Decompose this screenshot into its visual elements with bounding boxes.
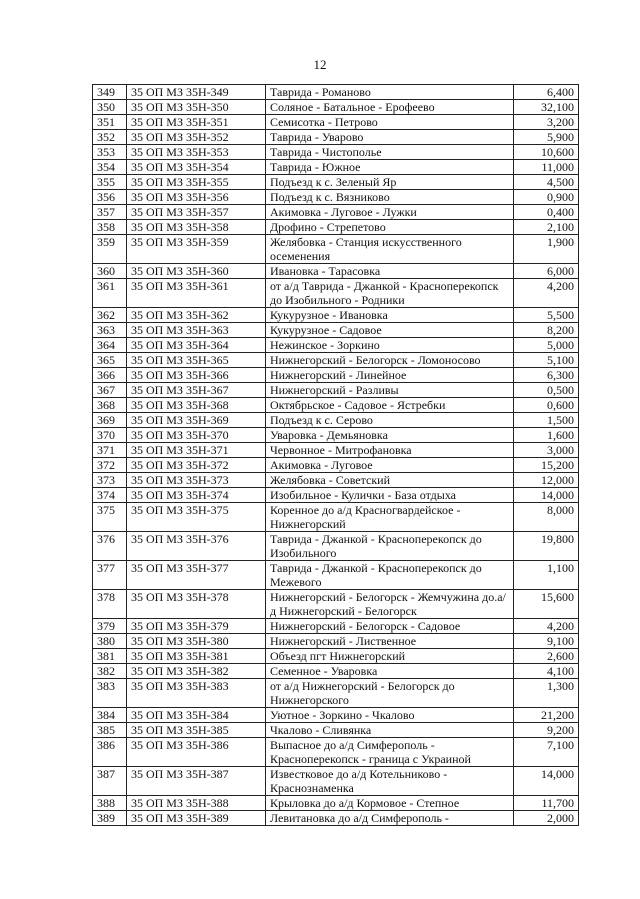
road-code: 35 ОП МЗ 35Н-378 — [126, 590, 265, 619]
road-name: Подъезд к с. Зеленый Яр — [265, 175, 513, 190]
road-name: Левитановка до а/д Симферополь - — [265, 811, 513, 826]
road-length: 1,500 — [514, 413, 579, 428]
road-name: Таврида - Джанкой - Красноперекопск до Изобильного — [265, 532, 513, 561]
road-name: Дрофино - Стрепетово — [265, 220, 513, 235]
row-number: 357 — [93, 205, 127, 220]
road-length: 11,000 — [514, 160, 579, 175]
row-number: 384 — [93, 708, 127, 723]
road-code: 35 ОП МЗ 35Н-361 — [126, 279, 265, 308]
road-name: Уваровка - Демьяновка — [265, 428, 513, 443]
road-length: 0,500 — [514, 383, 579, 398]
table-row — [93, 634, 579, 649]
road-code: 35 ОП МЗ 35Н-377 — [126, 561, 265, 590]
row-number: 375 — [93, 503, 127, 532]
row-number: 350 — [93, 100, 127, 115]
road-length: 9,200 — [514, 723, 579, 738]
table-row — [93, 811, 579, 826]
table-row — [93, 338, 579, 353]
table-row — [93, 190, 579, 205]
row-number: 372 — [93, 458, 127, 473]
road-code: 35 ОП МЗ 35Н-365 — [126, 353, 265, 368]
table-row — [93, 619, 579, 634]
table-row — [93, 561, 579, 590]
table-row — [93, 100, 579, 115]
road-length: 19,800 — [514, 532, 579, 561]
road-length: 15,600 — [514, 590, 579, 619]
road-length: 14,000 — [514, 767, 579, 796]
road-code: 35 ОП МЗ 35Н-363 — [126, 323, 265, 338]
road-name: Нижнегорский - Разливы — [265, 383, 513, 398]
table-row — [93, 723, 579, 738]
road-length: 1,300 — [514, 679, 579, 708]
road-code: 35 ОП МЗ 35Н-355 — [126, 175, 265, 190]
road-length: 3,200 — [514, 115, 579, 130]
table-row — [93, 279, 579, 308]
row-number: 380 — [93, 634, 127, 649]
road-length: 5,500 — [514, 308, 579, 323]
road-length: 4,200 — [514, 619, 579, 634]
road-name: Нижнегорский - Белогорск - Ломоносово — [265, 353, 513, 368]
road-name: Семенное - Уваровка — [265, 664, 513, 679]
road-length: 9,100 — [514, 634, 579, 649]
row-number: 376 — [93, 532, 127, 561]
row-number: 383 — [93, 679, 127, 708]
road-code: 35 ОП МЗ 35Н-386 — [126, 738, 265, 767]
road-code: 35 ОП МЗ 35Н-367 — [126, 383, 265, 398]
road-name: Таврида - Джанкой - Красноперекопск до Межевого — [265, 561, 513, 590]
road-length: 4,200 — [514, 279, 579, 308]
table-row — [93, 85, 579, 100]
road-name: Желябовка - Советский — [265, 473, 513, 488]
roads-table — [92, 84, 579, 826]
table-row — [93, 308, 579, 323]
road-name: от а/д Таврида - Джанкой - Красноперекопск до Изобильного - Родники — [265, 279, 513, 308]
row-number: 354 — [93, 160, 127, 175]
road-name: Объезд пгт Нижнегорский — [265, 649, 513, 664]
road-name: Нежинское - Зоркино — [265, 338, 513, 353]
road-length: 5,100 — [514, 353, 579, 368]
table-row — [93, 323, 579, 338]
road-code: 35 ОП МЗ 35Н-369 — [126, 413, 265, 428]
road-name: Желябовка - Станция искусственного осеменения — [265, 235, 513, 264]
road-code: 35 ОП МЗ 35Н-382 — [126, 664, 265, 679]
road-code: 35 ОП МЗ 35Н-364 — [126, 338, 265, 353]
table-row — [93, 796, 579, 811]
road-length: 6,000 — [514, 264, 579, 279]
road-code: 35 ОП МЗ 35Н-360 — [126, 264, 265, 279]
road-length: 14,000 — [514, 488, 579, 503]
row-number: 360 — [93, 264, 127, 279]
road-code: 35 ОП МЗ 35Н-375 — [126, 503, 265, 532]
road-length: 2,000 — [514, 811, 579, 826]
road-name: Акимовка - Луговое — [265, 458, 513, 473]
table-row — [93, 130, 579, 145]
road-name: Соляное - Батальное - Ерофеево — [265, 100, 513, 115]
row-number: 351 — [93, 115, 127, 130]
road-name: Подъезд к с. Серово — [265, 413, 513, 428]
road-length: 32,100 — [514, 100, 579, 115]
road-length: 1,600 — [514, 428, 579, 443]
road-length: 10,600 — [514, 145, 579, 160]
table-row — [93, 664, 579, 679]
road-name: Таврида - Южное — [265, 160, 513, 175]
row-number: 353 — [93, 145, 127, 160]
row-number: 389 — [93, 811, 127, 826]
row-number: 378 — [93, 590, 127, 619]
road-code: 35 ОП МЗ 35Н-383 — [126, 679, 265, 708]
road-name: Крыловка до а/д Кормовое - Степное — [265, 796, 513, 811]
table-row — [93, 649, 579, 664]
row-number: 374 — [93, 488, 127, 503]
road-code: 35 ОП МЗ 35Н-352 — [126, 130, 265, 145]
row-number: 358 — [93, 220, 127, 235]
table-row — [93, 458, 579, 473]
table-row — [93, 264, 579, 279]
road-length: 5,000 — [514, 338, 579, 353]
row-number: 388 — [93, 796, 127, 811]
road-name: Червонное - Митрофановка — [265, 443, 513, 458]
road-code: 35 ОП МЗ 35Н-385 — [126, 723, 265, 738]
row-number: 373 — [93, 473, 127, 488]
road-name: Кукурузное - Ивановка — [265, 308, 513, 323]
table-row — [93, 175, 579, 190]
table-row — [93, 443, 579, 458]
table-row — [93, 413, 579, 428]
road-code: 35 ОП МЗ 35Н-379 — [126, 619, 265, 634]
row-number: 367 — [93, 383, 127, 398]
page-number: 12 — [313, 57, 327, 72]
road-length: 3,000 — [514, 443, 579, 458]
road-code: 35 ОП МЗ 35Н-371 — [126, 443, 265, 458]
row-number: 363 — [93, 323, 127, 338]
road-code: 35 ОП МЗ 35Н-370 — [126, 428, 265, 443]
row-number: 369 — [93, 413, 127, 428]
row-number: 368 — [93, 398, 127, 413]
road-code: 35 ОП МЗ 35Н-356 — [126, 190, 265, 205]
table-row — [93, 428, 579, 443]
table-row — [93, 708, 579, 723]
road-code: 35 ОП МЗ 35Н-373 — [126, 473, 265, 488]
table-row — [93, 767, 579, 796]
row-number: 361 — [93, 279, 127, 308]
road-length: 21,200 — [514, 708, 579, 723]
table-row — [93, 145, 579, 160]
road-length: 8,200 — [514, 323, 579, 338]
table-row — [93, 503, 579, 532]
row-number: 379 — [93, 619, 127, 634]
table-row — [93, 235, 579, 264]
road-length: 0,900 — [514, 190, 579, 205]
road-code: 35 ОП МЗ 35Н-389 — [126, 811, 265, 826]
road-code: 35 ОП МЗ 35Н-366 — [126, 368, 265, 383]
table-row — [93, 679, 579, 708]
road-name: Изобильное - Кулички - База отдыха — [265, 488, 513, 503]
road-length: 4,500 — [514, 175, 579, 190]
row-number: 352 — [93, 130, 127, 145]
row-number: 370 — [93, 428, 127, 443]
road-code: 35 ОП МЗ 35Н-353 — [126, 145, 265, 160]
road-name: Ивановка - Тарасовка — [265, 264, 513, 279]
row-number: 349 — [93, 85, 127, 100]
table-row — [93, 532, 579, 561]
road-code: 35 ОП МЗ 35Н-357 — [126, 205, 265, 220]
row-number: 381 — [93, 649, 127, 664]
row-number: 387 — [93, 767, 127, 796]
road-name: Нижнегорский - Лиственное — [265, 634, 513, 649]
road-length: 11,700 — [514, 796, 579, 811]
road-code: 35 ОП МЗ 35Н-351 — [126, 115, 265, 130]
row-number: 366 — [93, 368, 127, 383]
road-code: 35 ОП МЗ 35Н-384 — [126, 708, 265, 723]
table-row — [93, 115, 579, 130]
road-name: Чкалово - Сливянка — [265, 723, 513, 738]
road-name: Выпасное до а/д Симферополь - Красноперекопск - граница с Украиной — [265, 738, 513, 767]
road-length: 4,100 — [514, 664, 579, 679]
table-row — [93, 488, 579, 503]
road-length: 2,100 — [514, 220, 579, 235]
row-number: 377 — [93, 561, 127, 590]
road-name: Таврида - Романово — [265, 85, 513, 100]
road-name: Коренное до а/д Красногвардейское - Нижнегорский — [265, 503, 513, 532]
road-length: 6,300 — [514, 368, 579, 383]
row-number: 355 — [93, 175, 127, 190]
road-code: 35 ОП МЗ 35Н-368 — [126, 398, 265, 413]
road-code: 35 ОП МЗ 35Н-359 — [126, 235, 265, 264]
road-code: 35 ОП МЗ 35Н-380 — [126, 634, 265, 649]
road-length: 0,600 — [514, 398, 579, 413]
road-code: 35 ОП МЗ 35Н-387 — [126, 767, 265, 796]
road-name: Кукурузное - Садовое — [265, 323, 513, 338]
road-code: 35 ОП МЗ 35Н-358 — [126, 220, 265, 235]
road-length: 15,200 — [514, 458, 579, 473]
row-number: 386 — [93, 738, 127, 767]
road-length: 1,100 — [514, 561, 579, 590]
row-number: 365 — [93, 353, 127, 368]
row-number: 364 — [93, 338, 127, 353]
road-length: 7,100 — [514, 738, 579, 767]
row-number: 382 — [93, 664, 127, 679]
roads-table-body — [93, 85, 579, 826]
road-name: Нижнегорский - Белогорск - Жемчужина до.а/д Нижнегорский - Белогорск — [265, 590, 513, 619]
road-length: 8,000 — [514, 503, 579, 532]
table-row — [93, 383, 579, 398]
table-row — [93, 473, 579, 488]
table-row — [93, 738, 579, 767]
road-code: 35 ОП МЗ 35Н-350 — [126, 100, 265, 115]
row-number: 385 — [93, 723, 127, 738]
road-name: Октябрьское - Садовое - Ястребки — [265, 398, 513, 413]
road-code: 35 ОП МЗ 35Н-388 — [126, 796, 265, 811]
row-number: 359 — [93, 235, 127, 264]
road-length: 2,600 — [514, 649, 579, 664]
row-number: 356 — [93, 190, 127, 205]
road-code: 35 ОП МЗ 35Н-374 — [126, 488, 265, 503]
row-number: 371 — [93, 443, 127, 458]
table-row — [93, 160, 579, 175]
table-row — [93, 398, 579, 413]
road-code: 35 ОП МЗ 35Н-381 — [126, 649, 265, 664]
road-length: 6,400 — [514, 85, 579, 100]
road-code: 35 ОП МЗ 35Н-362 — [126, 308, 265, 323]
road-name: Таврида - Чистополье — [265, 145, 513, 160]
row-number: 362 — [93, 308, 127, 323]
road-name: Нижнегорский - Линейное — [265, 368, 513, 383]
road-code: 35 ОП МЗ 35Н-354 — [126, 160, 265, 175]
road-length: 1,900 — [514, 235, 579, 264]
road-code: 35 ОП МЗ 35Н-349 — [126, 85, 265, 100]
road-name: Уютное - Зоркино - Чкалово — [265, 708, 513, 723]
table-row — [93, 353, 579, 368]
table-row — [93, 220, 579, 235]
road-name: Подъезд к с. Вязниково — [265, 190, 513, 205]
table-row — [93, 368, 579, 383]
road-name: Нижнегорский - Белогорск - Садовое — [265, 619, 513, 634]
road-length: 5,900 — [514, 130, 579, 145]
road-length: 0,400 — [514, 205, 579, 220]
road-name: Семисотка - Петрово — [265, 115, 513, 130]
table-row — [93, 205, 579, 220]
road-code: 35 ОП МЗ 35Н-376 — [126, 532, 265, 561]
road-length: 12,000 — [514, 473, 579, 488]
road-name: Акимовка - Луговое - Лужки — [265, 205, 513, 220]
road-name: Известковое до а/д Котельниково - Краснознаменка — [265, 767, 513, 796]
road-name: от а/д Нижнегорский - Белогорск до Нижнегорского — [265, 679, 513, 708]
road-code: 35 ОП МЗ 35Н-372 — [126, 458, 265, 473]
road-name: Таврида - Уварово — [265, 130, 513, 145]
table-row — [93, 590, 579, 619]
